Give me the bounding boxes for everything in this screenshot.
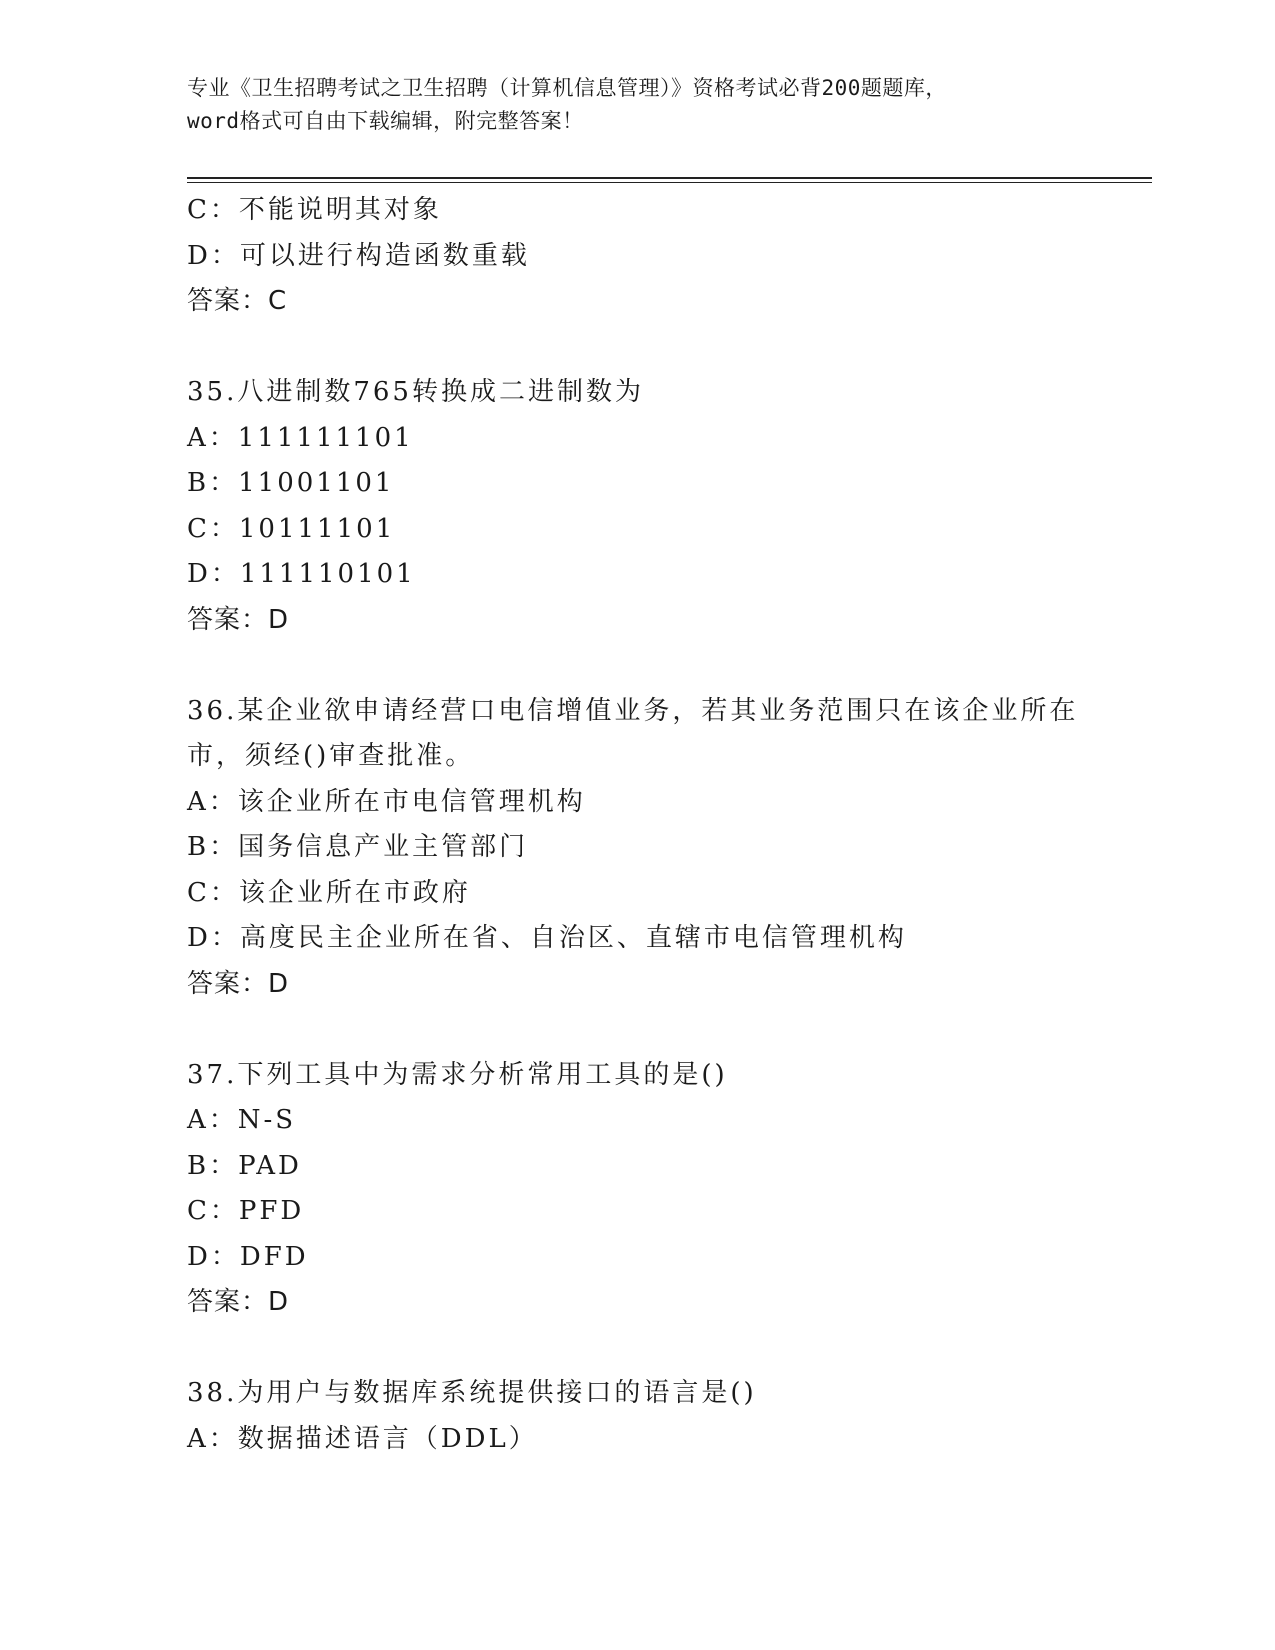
- question-list: [187, 188, 1087, 1462]
- header-divider-thin: [187, 182, 1152, 183]
- question-block-37: [187, 1053, 1087, 1326]
- option-d: D：高度民主企业所在省、自治区、直辖市电信管理机构: [187, 923, 907, 953]
- option-c: C：10111101: [187, 513, 396, 544]
- question-block-38: [187, 1371, 1087, 1462]
- question-text: 35.八进制数765转换成二进制数为: [187, 377, 644, 407]
- option-d: D：111110101: [187, 559, 416, 589]
- question-block-35: [187, 370, 1087, 643]
- question-block-34: [187, 188, 1087, 325]
- header-divider-thick: [187, 177, 1152, 179]
- answer-label: 答案：D: [187, 968, 290, 999]
- option-d: D：可以进行构造函数重载: [187, 240, 530, 271]
- answer-label: 答案：D: [187, 1287, 290, 1317]
- option-d: D：DFD: [187, 1241, 309, 1272]
- option-c: C：该企业所在市政府: [187, 877, 471, 908]
- question-text-line-1: 36.某企业欲申请经营口电信增值业务，若其业务范围只在该企业所在: [187, 695, 1079, 726]
- option-b: B：PAD: [187, 1150, 302, 1181]
- option-c: C：PFD: [187, 1196, 305, 1226]
- option-b: B：11001101: [187, 468, 395, 498]
- option-a: A：数据描述语言（DDL）: [187, 1423, 538, 1454]
- option-a: A：N-S: [187, 1105, 297, 1135]
- question-text-line-2: 市，须经()审查批准。: [187, 741, 475, 771]
- header-title-line-1: 专业《卫生招聘考试之卫生招聘（计算机信息管理）》资格考试必背200题题库，: [187, 76, 947, 100]
- question-block-36: [187, 689, 1087, 1008]
- document-header: [187, 72, 1067, 138]
- answer-label: 答案：D: [187, 604, 290, 635]
- option-b: B：国务信息产业主管部门: [187, 832, 529, 862]
- answer-label: 答案：C: [187, 286, 288, 316]
- header-title-line-2: word格式可自由下载编辑，附完整答案！: [187, 109, 584, 133]
- option-a: A：该企业所在市电信管理机构: [187, 786, 586, 817]
- question-text: 37.下列工具中为需求分析常用工具的是(): [187, 1059, 728, 1090]
- option-c: C：不能说明其对象: [187, 195, 442, 225]
- option-a: A：111111101: [187, 422, 414, 453]
- question-text: 38.为用户与数据库系统提供接口的语言是(): [187, 1378, 757, 1408]
